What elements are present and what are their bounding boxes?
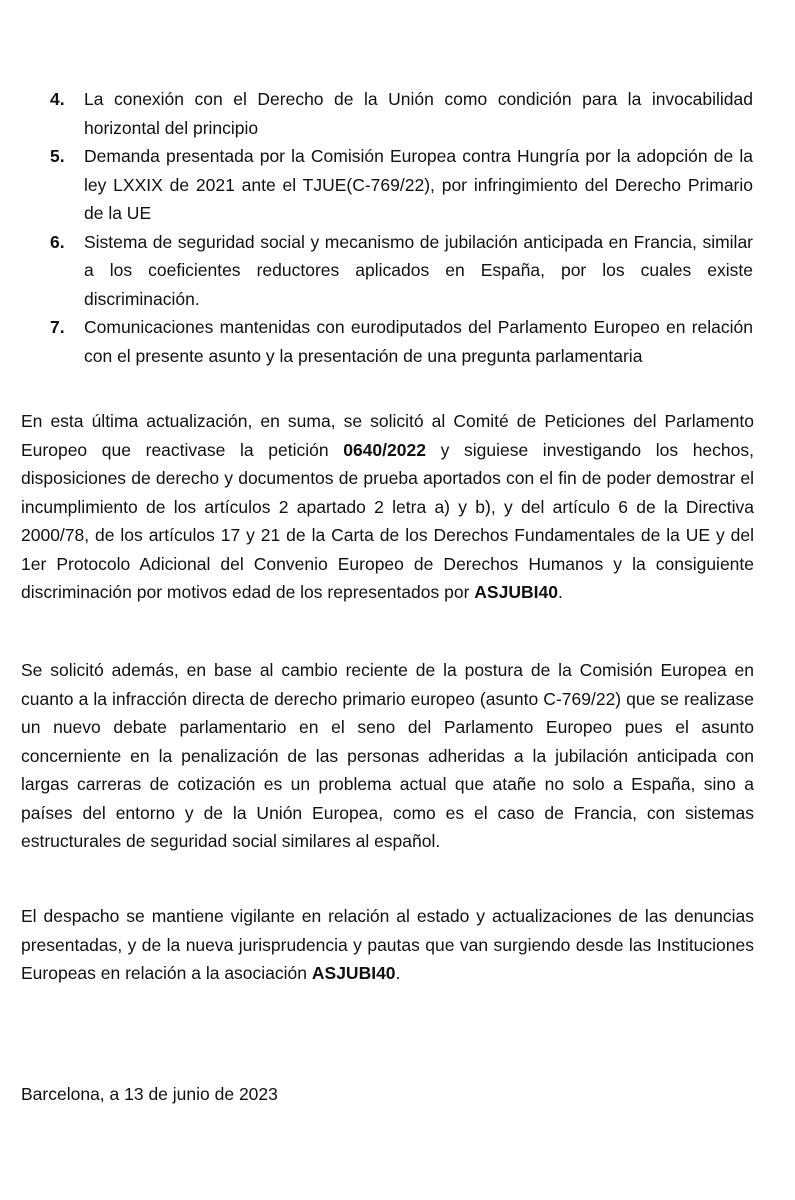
paragraph-text: . [395, 963, 401, 983]
list-item-text: Sistema de seguridad social y mecanismo de jubilación anticipada en Francia, similar a los coeficientes reductores aplicados en España, por los cuales existe discriminación. [84, 231, 753, 309]
list-item-number: 6. [50, 231, 65, 252]
paragraph-debate-request: Se solicitó además, en base al cambio reciente de la postura de la Comisión Europea en cuanto a la infracción directa de derecho primario europeo (asunto C-769/22) que se realizase un nuevo debate parlamentario en el seno del Parlamento Europeo pues el asunto concerniente en la penalización de las personas adheridas a la jubilación anticipada con largas carreras de cotización es un problema actual que atañe no solo a España, sino a países del entorno y de la Unión Europea, como es el caso de Francia, con sistemas estructurales de seguridad social similares al español. [21, 660, 754, 851]
list-item-number: 4. [50, 89, 65, 109]
list-item-text: Demanda presentada por la Comisión Europea contra Hungría por la adopción de la ley LXXIX de 2021 ante el TJUE(C-769/22), por infringimiento del Derecho Primario de la UE [84, 146, 753, 223]
list-item-number: 5. [50, 146, 65, 166]
paragraph-text: En esta última actualización, en suma, se solicitó al Comité de Peticiones del Parlamento Europeo que reactivase la petición [21, 411, 754, 460]
list-item [0, 228, 795, 314]
paragraph-update-summary [21, 407, 754, 607]
list-item [0, 142, 795, 228]
paragraph-text: El despacho se mantiene vigilante en relación al estado y actualizaciones de las denuncias presentadas, y de la nueva jurisprudencia y pautas que van surgiendo desde las Instituciones Europeas en relación a la asociación [21, 906, 754, 983]
place-date-signature: Barcelona, a 13 de junio de 2023 [21, 1084, 278, 1104]
list-item-text: La conexión con el Derecho de la Unión como condición para la invocabilidad horizontal del principio [84, 89, 753, 138]
association-name: ASJUBI40 [311, 963, 396, 983]
petition-number: 0640/2022 [343, 439, 426, 460]
list-item-text: Comunicaciones mantenidas con eurodiputados del Parlamento Europeo en relación con el presente asunto y la presentación de una pregunta parlamentaria [84, 317, 753, 366]
list-item [0, 85, 795, 142]
paragraph-text: . [557, 582, 563, 602]
list-item [0, 313, 795, 370]
list-item-number: 7. [50, 317, 65, 337]
paragraph-vigilance [21, 902, 754, 988]
numbered-list [0, 85, 795, 370]
association-name: ASJUBI40 [474, 582, 558, 602]
paragraph-text: y siguiese investigando los hechos, disposiciones de derecho y documentos de prueba aportados con el fin de poder demostrar el incumplimiento de los artículos 2 apartado 2 letra a) y b), y del artículo 6 de la Directiva 2000/78, de los artículos 17 y 21 de la Carta de los Derechos Fundamentales de la UE y del 1er Protocolo Adicional del Convenio Europeo de Derechos Humanos y la consiguiente discriminación por motivos edad de los representados por [21, 439, 754, 602]
